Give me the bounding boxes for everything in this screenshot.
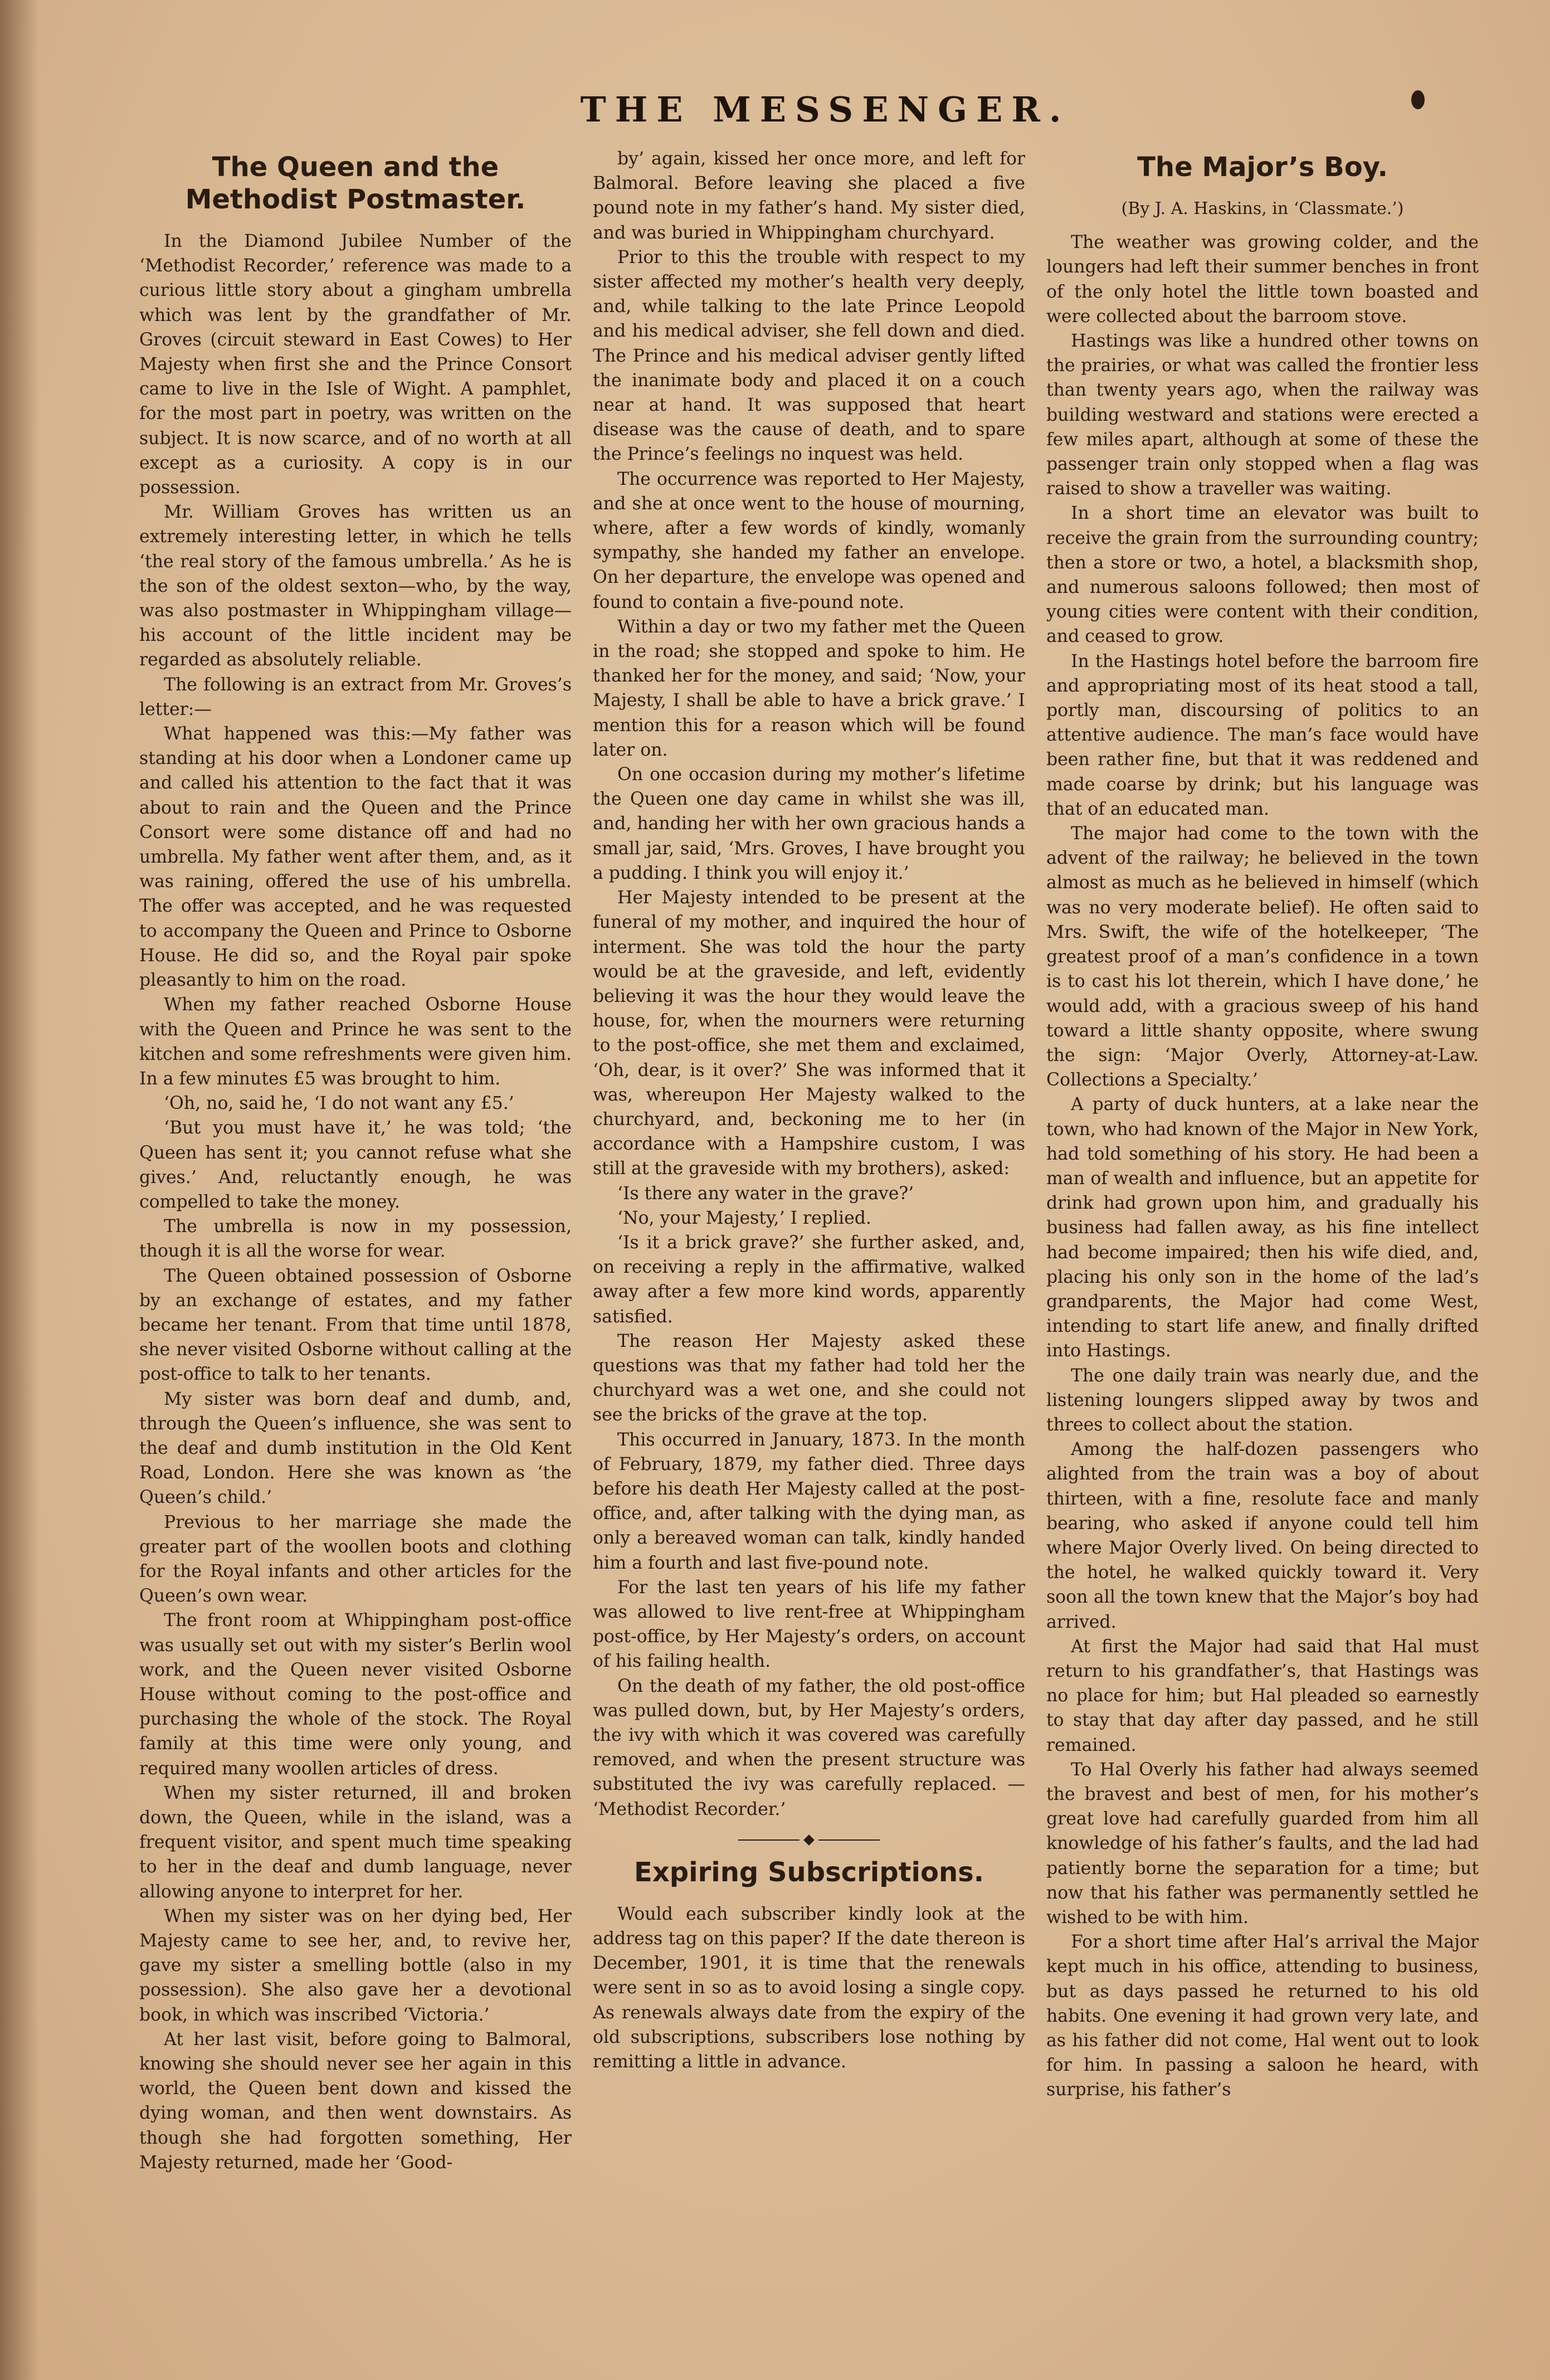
paragraph: Her Majesty intended to be present at the funeral of my mother, and inquired the hour of interment. She was told the hour the party would be at the graveside, and left, evidently believing it was the hour they would leave the house, for, when the mourners were returning to the post-office, she met them and exclaimed, ‘Oh, dear, is it over?’ She was informed that it was, whereupon Her Majesty walked to the churchyard, and, beckoning me to her (in accordance with a Hampshire custom, I was still at the graveside with my brothers), asked: [593, 888, 1025, 1179]
paragraph: In the Diamond Jubilee Number of the ‘Methodist Recorder,’ reference was made to a curious little story about a gingham umbrella which was lent by the grandfather of Mr. Groves (circuit steward in East Cowes) to Her Majesty when first she and the Prince Consort came to live in the Isle of Wight. A pamphlet, for the most part in poetry, was written on the subject. It is now scarce, and of no worth at all except as a curiosity. A copy is in our possession. [139, 231, 572, 498]
masthead: THE MESSENGER. [580, 89, 1070, 130]
paragraph: Would each subscriber kindly look at the address tag on this paper? If the date thereon is December, 1901, it is time that the renewals were sent in so as to avoid losing a single copy. As renewals always date from the expiry of the old subscriptions, subscribers lose nothing by remitting a little in advance. [593, 1904, 1025, 2072]
article-body-subscriptions [593, 1902, 1025, 2074]
paragraph: At her last visit, before going to Balmoral, knowing she should never see her again in this world, the Queen bent down and kissed the dying woman, and then went downstairs. As though she had forgotten something, Her Majesty returned, made her ‘Good- [139, 2029, 572, 2173]
paragraph: This occurred in January, 1873. In the month of February, 1879, my father died. Three days before his death Her Majesty called at the post-office, and, after talking with the dying man, as only a bereaved woman can talk, kindly handed him a fourth and last five-pound note. [593, 1429, 1025, 1573]
article-title-subscriptions: Expiring Subscriptions. [634, 1856, 984, 1888]
article-title-major: The Major’s Boy. [1137, 152, 1388, 183]
column-2 [593, 147, 1025, 2074]
article-body-queen [139, 229, 572, 2175]
paragraph: Within a day or two my father met the Queen in the road; she stopped and spoke to him. He thanked her for the money, and said; ‘Now, your Majesty, I shall be able to have a brick grave.’ I mention this for a reason which will be found later on. [593, 616, 1025, 760]
paragraph: ‘Oh, no, said he, ‘I do not want any £5.’ [164, 1093, 514, 1114]
paragraph: To Hal Overly his father had always seemed the bravest and best of men, for his mother’s great love had carefully guarded from him all knowledge of his father’s faults, and the lad had patiently borne the separation for a time; but now that his father was permanently settled he wished to be with him. [1046, 1759, 1479, 1928]
paragraph: The umbrella is now in my possession, though it is all the worse for wear. [139, 1216, 572, 1262]
paragraph: A party of duck hunters, at a lake near the town, who had known of the Major in New York, had told something of his story. He had been a man of wealth and influence, but an appetite for drink had grown upon him, and gradually his business had fallen away, as his fine intellect had become impaired; then his wife died, and, placing his only son in the home of the lad’s grandparents, the Major had come West, intending to start life anew, and finally drifted into Hastings. [1046, 1094, 1479, 1361]
paragraph: Previous to her marriage she made the greater part of the woollen boots and clothing for the Royal infants and other articles for the Queen’s own wear. [139, 1512, 572, 1607]
paragraph: The weather was growing colder, and the loungers had left their summer benches in front of the only hotel the little town boasted and were collected about the barroom stove. [1046, 232, 1479, 327]
paragraph: ‘No, your Majesty,’ I replied. [617, 1208, 871, 1228]
paragraph: The major had come to the town with the advent of the railway; he believed in the town almost as much as he believed in himself (which was no very moderate belief). He often said to Mrs. Swift, the wife of the hotelkeeper, ‘The greatest proof of a man’s confidence in a town is to cast his lot therein, which I have done,’ he would add, with a gracious sweep of his hand toward a little shanty opposite, where swung the sign: ‘Major Overly, Attorney-at-Law. Collections a Specialty.’ [1046, 824, 1479, 1091]
article-title-queen: The Queen and the Methodist Postmaster. [185, 152, 526, 215]
paragraph: Hastings was like a hundred other towns on the prairies, or what was called the frontier less than twenty years ago, when the railway was building westward and stations were erected a few miles apart, although at some of these the passenger train only stopped when a flag was raised to show a traveller was waiting. [1046, 331, 1479, 499]
paragraph: Mr. William Groves has written us an extremely interesting letter, in which he tells ‘the real story of the famous umbrella.’ As he is the son of the oldest sexton—who, by the way, was also postmaster in Whippingham village—his account of the little incident may be regarded as absolutely reliable. [139, 502, 572, 670]
paragraph: On one occasion during my mother’s lifetime the Queen one day came in whilst she was ill, and, handing her with her own gracious hands a small jar, said, ‘Mrs. Groves, I have brought you a pudding. I think you will enjoy it.’ [593, 765, 1025, 883]
paragraph: In a short time an elevator was built to receive the grain from the surrounding country; then a store or two, a hotel, a blacksmith shop, and numerous saloons followed; then most of young cities were content with their condition, and ceased to grow. [1046, 503, 1479, 647]
paragraph: The following is an extract from Mr. Groves’s letter:— [139, 674, 572, 719]
paragraph: Prior to this the trouble with respect to my sister affected my mother’s health very deeply, and, while talking to the late Prince Leopold and his medical adviser, she fell down and died. The Prince and his medical adviser gently lifted the inanimate body and placed it on a couch near at hand. It was supposed that heart disease was the cause of death, and to spare the Prince’s feelings no inquest was held. [593, 247, 1025, 465]
paragraph: The reason Her Majesty asked these questions was that my father had told her the churchyard was a wet one, and she could not see the bricks of the grave at the top. [593, 1331, 1025, 1425]
paragraph: For the last ten years of his life my father was allowed to live rent-free at Whippingham post-office, by Her Majesty’s orders, on account of his failing health. [593, 1577, 1025, 1672]
paragraph: In the Hastings hotel before the barroom fire and appropriating most of its heat stood a tall, portly man, discoursing of politics to an attentive audience. The man’s face would have been rather fine, but that it was reddened and made coarse by drink; but his language was that of an educated man. [1046, 651, 1479, 819]
column-1 [139, 147, 572, 2175]
paragraph: ‘But you must have it,’ he was told; ‘the Queen has sent it; you cannot refuse what she gives.’ And, reluctantly enough, he was compelled to take the money. [139, 1118, 572, 1212]
paragraph: The occurrence was reported to Her Majesty, and she at once went to the house of mourning, where, after a few words of kindly, womanly sympathy, she handed my father an envelope. On her departure, the envelope was opened and found to contain a five-pound note. [593, 469, 1025, 612]
paragraph: The Queen obtained possession of Osborne by an exchange of estates, and my father became her tenant. From that time until 1878, she never visited Osborne without calling at the post-office to talk to her tenants. [139, 1266, 572, 1385]
article-columns [139, 147, 1511, 2175]
paragraph: ‘Is there any water in the grave?’ [617, 1183, 914, 1204]
paragraph: The front room at Whippingham post-office was usually set out with my sister’s Berlin wool work, and the Queen never visited Osborne House without coming to the post-office and purchasing the whole of the stock. The Royal family at this time were only young, and required many woollen articles of dress. [139, 1610, 572, 1779]
page-edge-shadow [0, 0, 39, 2380]
paragraph: My sister was born deaf and dumb, and, through the Queen’s influence, she was sent to the deaf and dumb institution in the Old Kent Road, London. Here she was known as ‘the Queen’s child.’ [139, 1389, 572, 1508]
column-3 [1046, 147, 1479, 2102]
paragraph: On the death of my father, the old post-office was pulled down, but, by Her Majesty’s orders, the ivy with which it was covered was carefully removed, and when the present structure was substituted the ivy was carefully replaced. — ‘Methodist Recorder.’ [593, 1676, 1025, 1819]
paragraph: Among the half-dozen passengers who alighted from the train was a boy of about thirteen, with a fine, resolute face and manly bearing, who asked if anyone could tell him where Major Overly lived. On being directed to the hotel, he walked quickly toward it. Very soon all the town knew that the Major’s boy had arrived. [1046, 1439, 1479, 1632]
article-body-major [1046, 230, 1479, 2102]
paragraph: The one daily train was nearly due, and the listening loungers slipped away by twos and threes to collect about the station. [1046, 1365, 1479, 1435]
paragraph: When my father reached Osborne House with the Queen and Prince he was sent to the kitchen and some refreshments were given him. In a few minutes £5 was brought to him. [139, 995, 572, 1089]
paragraph: For a short time after Hal’s arrival the Major kept much in his office, attending to business, but as days passed he returned to his old habits. One evening it had grown very late, and as his father did not come, Hal went out to look for him. In passing a saloon he heard, with surprise, his father’s [1046, 1932, 1479, 2100]
ink-blot-icon [1411, 90, 1425, 109]
paragraph: At first the Major had said that Hal must return to his grandfather’s, that Hastings was no place for him; but Hal pleaded so earnestly to stay that day after day passed, and he still remained. [1046, 1636, 1479, 1755]
paragraph: What happened was this:—My father was standing at his door when a Londoner came up and called his attention to the fact that it was about to rain and the Queen and the Prince Consort were some distance off and had no umbrella. My father went after them, and, as it was raining, offered the use of his umbrella. The offer was accepted, and he was requested to accompany the Queen and Prince to Osborne House. He did so, and the Royal pair spoke pleasantly to him on the road. [139, 724, 572, 991]
paragraph: ‘Is it a brick grave?’ she further asked, and, on receiving a reply in the affirmative, walked away after a few more kind words, apparently satisfied. [593, 1232, 1025, 1327]
paragraph: When my sister was on her dying bed, Her Majesty came to see her, and, to revive her, gave my sister a smelling bottle (also in my possession). She also gave her a devotional book, in which was inscribed ‘Victoria.’ [139, 1906, 572, 2025]
article-byline: (By J. A. Haskins, in ‘Classmate.’) [1121, 199, 1404, 218]
section-divider [593, 1836, 1025, 1844]
paragraph: by’ again, kissed her once more, and left for Balmoral. Before leaving she placed a five pound note in my father’s hand. My sister died, and was buried in Whippingham churchyard. [593, 149, 1025, 243]
paragraph: When my sister returned, ill and broken down, the Queen, while in the island, was a frequent visitor, and spent much time speaking to her in the deaf and dumb language, never allowing anyone to interpret for her. [139, 1783, 572, 1902]
article-body-queen-continued [593, 147, 1025, 1822]
